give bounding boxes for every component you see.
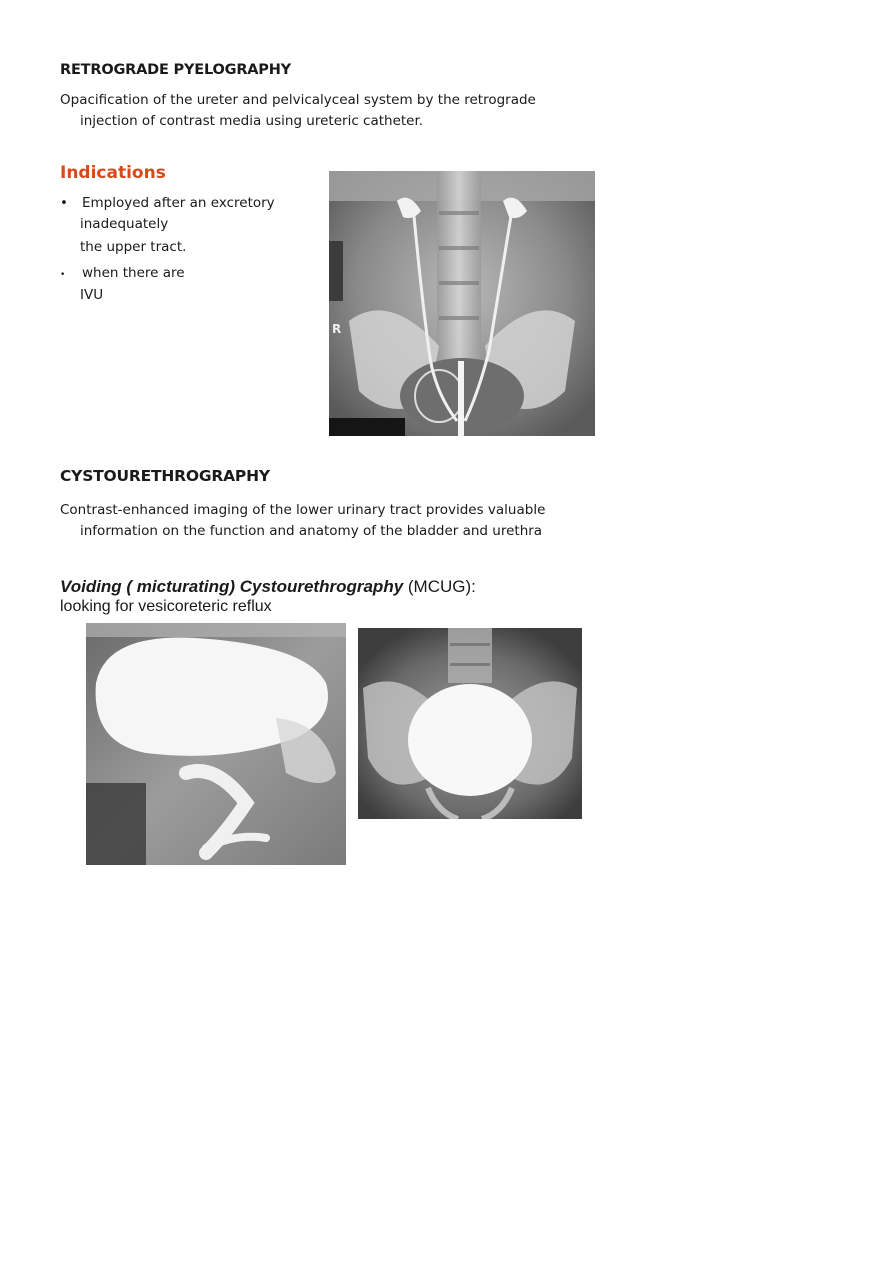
mcug-subtitle: looking for vesicoreteric reflux bbox=[60, 598, 272, 615]
bullet-dot-icon: • bbox=[60, 195, 68, 211]
ap-bladder-xray-image bbox=[358, 628, 582, 819]
indication-bullet-1 bbox=[60, 192, 320, 214]
indication-bullet-2 bbox=[60, 262, 185, 286]
section-title-retrograde: RETROGRADE PYELOGRAPHY bbox=[60, 62, 291, 78]
xray-side-marker: R bbox=[332, 322, 342, 336]
bullet-2-line-2: IVU bbox=[80, 287, 104, 303]
mcug-title-bold: Voiding ( micturating) Cystourethrography bbox=[60, 577, 404, 596]
retrograde-line-2: injection of contrast media using ureteric catheter. bbox=[80, 113, 424, 129]
bullet-dot-icon: • bbox=[60, 270, 66, 280]
lateral-bladder-xray-image bbox=[86, 623, 346, 865]
cysto-line-2: information on the function and anatomy of the bladder and urethra bbox=[80, 523, 543, 539]
mcug-title-rest: (MCUG): bbox=[403, 577, 476, 596]
bullet-1-line-2: inadequately bbox=[80, 216, 169, 232]
retrograde-pyelogram-xray-image bbox=[329, 171, 595, 436]
cysto-line-1: Contrast-enhanced imaging of the lower urinary tract provides valuable bbox=[60, 502, 546, 518]
bullet-2-line-1: when there are bbox=[82, 265, 185, 281]
section-title-cysto: CYSTOURETHROGRAPHY bbox=[60, 467, 270, 485]
mcug-heading bbox=[60, 577, 476, 597]
retrograde-line-1: Opacification of the ureter and pelvicalyceal system by the retrograde bbox=[60, 92, 536, 108]
bullet-1-line-3: the upper tract. bbox=[80, 239, 187, 255]
indications-heading: Indications bbox=[60, 163, 166, 183]
bullet-1-line-1: Employed after an excretory bbox=[82, 195, 275, 211]
